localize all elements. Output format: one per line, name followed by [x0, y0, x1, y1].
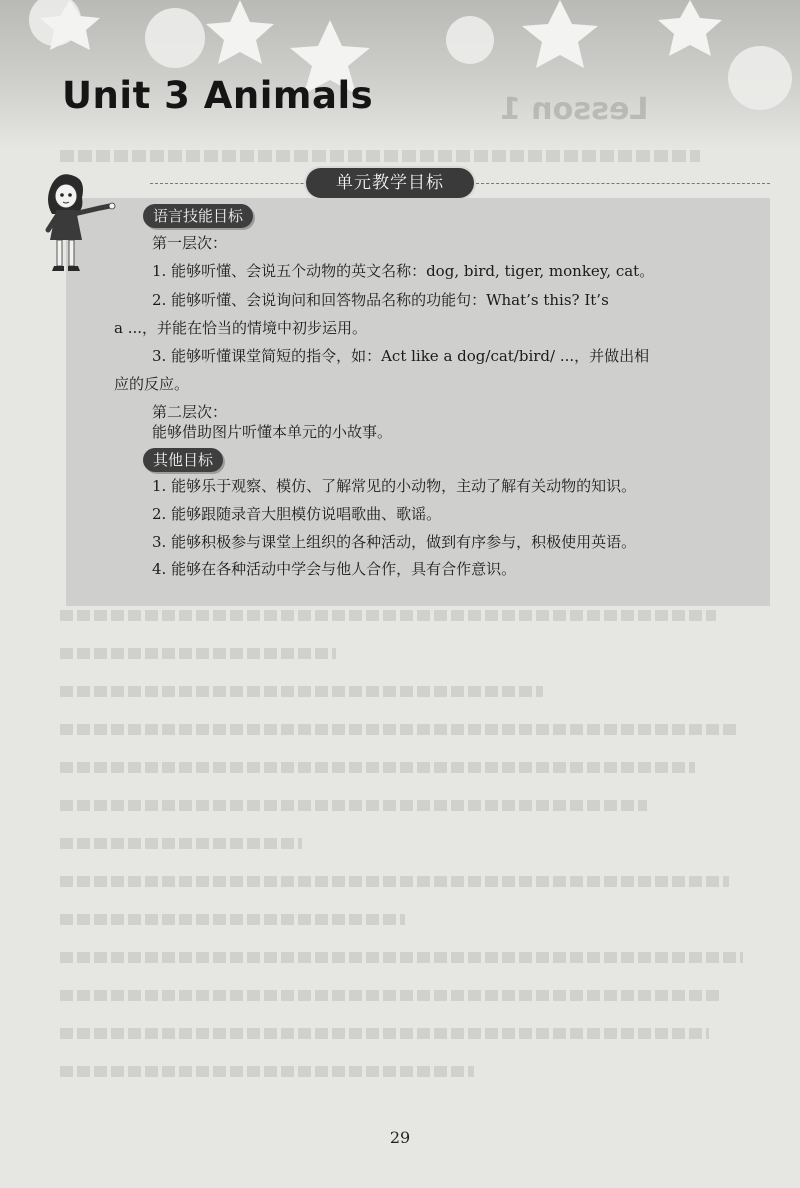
- other-item-3: 3. 能够积极参与课堂上组织的各种活动，做到有序参与，积极使用英语。: [152, 533, 637, 551]
- unit-objectives-badge: 单元教学目标: [306, 168, 474, 198]
- other-item-4: 4. 能够在各种活动中学会与他人合作，具有合作意识。: [152, 560, 517, 578]
- girl-pointing-illustration: [30, 170, 126, 280]
- ghost-text-line: [60, 150, 700, 162]
- level1-label: 第一层次：: [152, 234, 228, 252]
- other-item-2: 2. 能够跟随录音大胆模仿说唱歌曲、歌谣。: [152, 505, 442, 523]
- page-number: 29: [389, 1128, 411, 1147]
- language-item-1: 1. 能够听懂、会说五个动物的英文名称：dog, bird, tiger, monkey, cat。: [152, 262, 655, 280]
- language-item-3-line2: 应的反应。: [114, 375, 190, 393]
- level2-label: 第二层次：: [152, 403, 228, 421]
- language-item-3-line1: 3. 能够听懂课堂简短的指令，如：Act like a dog/cat/bird/ ...，并做出相: [152, 347, 650, 365]
- other-item-1: 1. 能够乐于观察、模仿、了解常见的小动物，主动了解有关动物的知识。: [152, 477, 637, 495]
- language-item-2-line2: a ...，并能在恰当的情境中初步运用。: [114, 319, 368, 337]
- section-tag-other-objectives: 其他目标: [143, 448, 223, 472]
- level2-text: 能够借助图片听懂本单元的小故事。: [152, 423, 393, 441]
- language-item-2-line1: 2. 能够听懂、会说询问和回答物品名称的功能句：What’s this? It’s: [152, 291, 609, 309]
- unit-title: Unit 3 Animals: [62, 74, 374, 117]
- show-through-text: [60, 610, 750, 1110]
- ghost-lesson-heading: Lesson 1: [500, 92, 649, 127]
- section-tag-language-skills: 语言技能目标: [143, 204, 253, 228]
